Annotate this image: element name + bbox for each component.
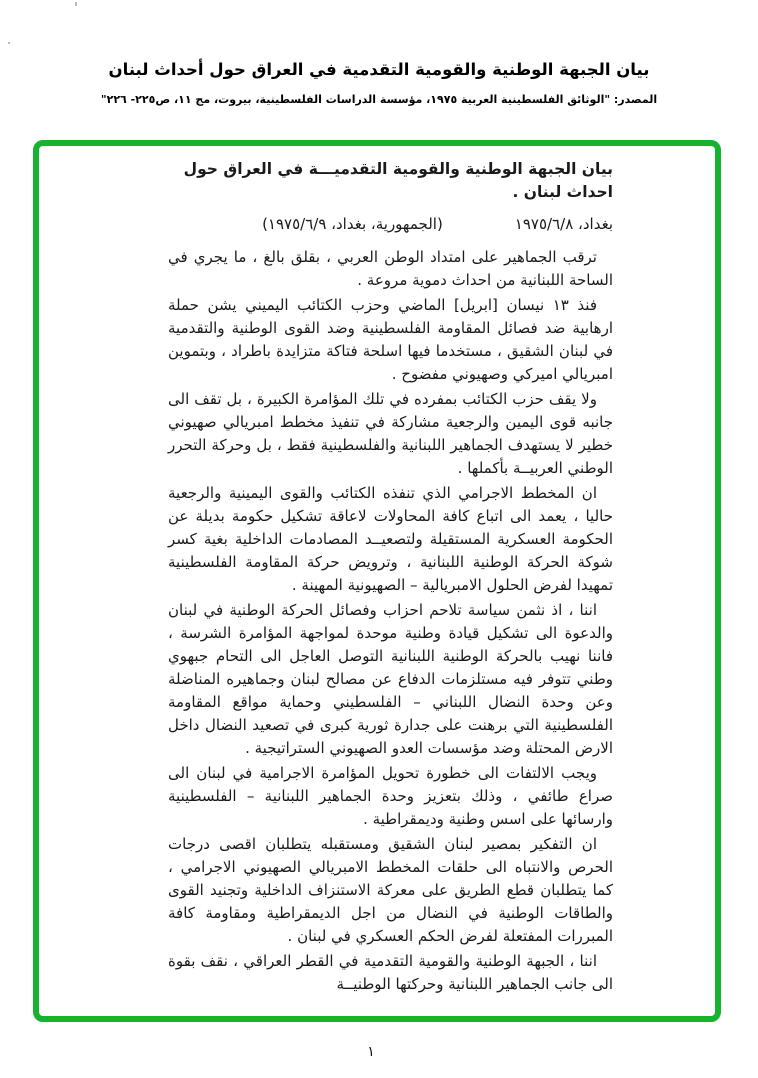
scan-artifact-mark	[8, 42, 10, 44]
paragraph: ان التفكير بمصير لبنان الشقيق ومستقبله يتطلبان اقصى درجات الحرص والانتباه الى حلقات المخطط الامبريالي الصهيوني الاجرامي ، كما يتطلبان قطع الطريق على معركة الاستنزاف الداخلية وتجنيد القوى والطاقات الوطنية في النضال من اجل الديمقراطية ومقاومة كافة المبررات المفتعلة لفرض الحكم العسكري في لبنان .	[168, 835, 613, 945]
dateline-publication: (الجمهورية، بغداد، ١٩٧٥/٦/٩)	[262, 215, 443, 233]
page-header	[0, 60, 758, 106]
scan-artifact-mark	[75, 2, 77, 6]
document-title: بيان الجبهة الوطنية والقومية التقدميـــة في العراق حول احداث لبنان .	[183, 160, 613, 201]
paragraph: اننا ، الجبهة الوطنية والقومية التقدمية في القطر العراقي ، نقف بقوة الى جانب الجماهير اللبنانية وحركتها الوطنيــة	[168, 952, 613, 993]
source-citation: المصدر: "الوثائق الفلسطينية العربية ١٩٧٥، مؤسسة الدراسات الفلسطينية، بيروت، مج ١١، ص٢٢٥- ٢٢٦"	[100, 93, 658, 106]
paragraph: ترقب الجماهير على امتداد الوطن العربي ، بقلق بالغ ، ما يجري في الساحة اللبنانية من احداث دموية مروعة .	[168, 248, 613, 289]
page-title: بيان الجبهة الوطنية والقومية التقدمية في العراق حول أحداث لبنان	[108, 60, 650, 79]
paragraph: ان المخطط الاجرامي الذي تنفذه الكتائب والقوى اليمينية والرجعية حاليا ، يعمد الى اتباع كافة المحاولات لاعاقة تشكيل حكومة بديلة عن الحكومة العسكرية المستقيلة ولتصعيــد المصادمات الداخلية بغية كسر شوكة الحركة الوطنية اللبنانية ، وترويض حركة المقاومة الفلسطينية تمهيدا لفرض الحلول الامبريالية – الصهيونية المهينة .	[168, 484, 613, 594]
dateline	[168, 213, 613, 236]
document-paragraphs	[168, 246, 613, 996]
paragraph: ولا يقف حزب الكتائب بمفرده في تلك المؤامرة الكبيرة ، بل تقف الى جانبه قوى اليمين والرجعية مشاركة في تنفيذ مخطط امبريالي صهيوني خطير لا يستهدف الجماهير اللبنانية والفلسطينية فقط ، بل وحركة التحرر الوطني العربيــة بأكملها .	[168, 390, 613, 477]
paragraph: ويجب الالتفات الى خطورة تحويل المؤامرة الاجرامية في لبنان الى صراع طائفي ، وذلك بتعزيز وحدة الجماهير اللبنانية – الفلسطينية وارسائها على اسس وطنية وديمقراطية .	[168, 764, 613, 828]
document-body-column	[168, 158, 613, 998]
paragraph: فنذ ١٣ نيسان [ابريل] الماضي وحزب الكتائب اليميني يشن حملة ارهابية ضد فصائل المقاومة الفلسطينية وضد القوى الوطنية والتقدمية في لبنان الشقيق ، مستخدما فيها اسلحة فتاكة متزايدة باطراد ، وبتموين امبريالي اميركي وصهيوني مفضوح .	[168, 296, 613, 383]
paragraph: اننا ، اذ نثمن سياسة تلاحم احزاب وفصائل الحركة الوطنية في لبنان والدعوة الى تشكيل قيادة وطنية موحدة لمواجهة المؤامرة الشرسة ، فاننا نهيب بالحركة الوطنية اللبنانية التوصل العاجل الى التحام جبهوي وطني تتوفر فيه مستلزمات الدفاع عن مصالح لبنان وجماهيره المناضلة وعن وحدة النضال اللبناني – الفلسطيني وحماية مواقع المقاومة الفلسطينية التي برهنت على جدارة ثورية كبرى في تصعيد النضال داخل الارض المحتلة وضد مؤسسات العدو الصهيوني الستراتيجية .	[168, 601, 613, 757]
dateline-place-date: بغداد، ١٩٧٥/٦/٨	[514, 215, 613, 233]
page-number: ١	[367, 1044, 375, 1060]
